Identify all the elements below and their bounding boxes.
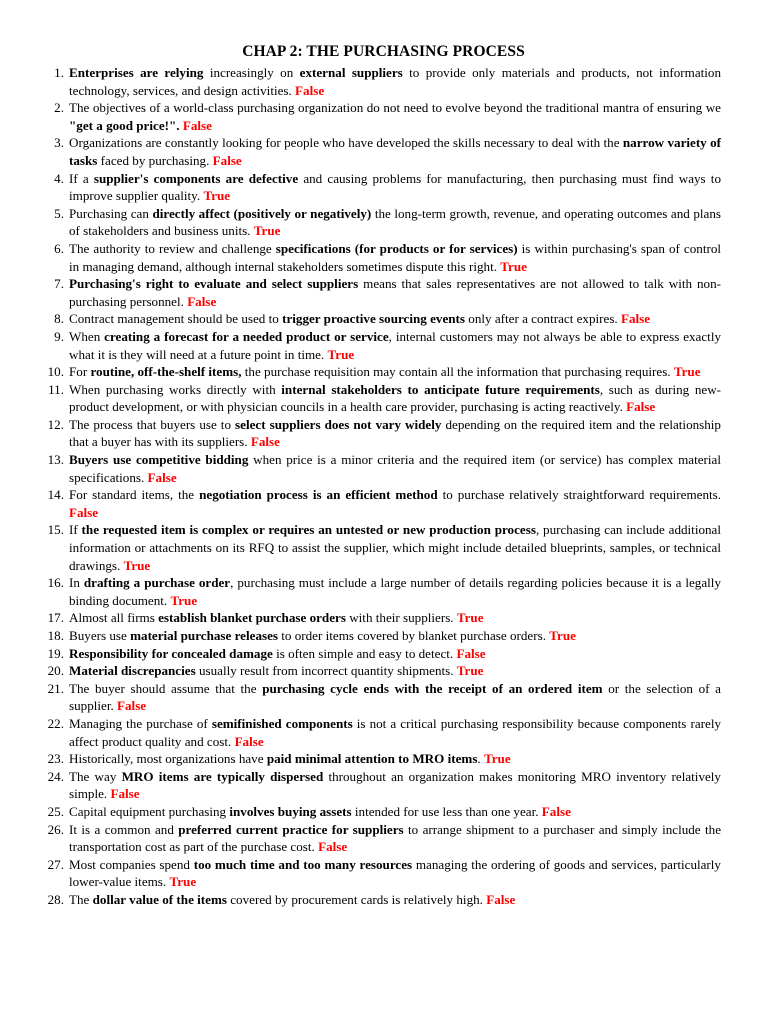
answer-false: False — [456, 645, 486, 661]
list-item — [46, 310, 721, 328]
list-item — [46, 275, 721, 310]
list-item — [46, 205, 721, 240]
statement-text: If a — [69, 170, 94, 186]
item-number: 5. — [54, 205, 64, 221]
statement-text: or the selection of a supplier. — [69, 680, 721, 714]
statement-text: to order items covered by blanket purchase orders. — [278, 628, 550, 643]
bold-text: the requested item is complex or requires an untested or new production process — [81, 522, 536, 538]
statement-text: , purchasing must include a large number of details regarding policies because it is a legally binding document. — [69, 575, 721, 608]
list-item — [46, 856, 721, 891]
bold-text: supplier's components are defective — [93, 170, 299, 186]
bold-text: MRO items are typically dispersed — [121, 768, 324, 784]
list-item — [46, 381, 721, 416]
statement-text: usually result from incorrect quantity shipments. — [195, 663, 457, 679]
bold-text: routine, off-the-shelf items, — [90, 364, 242, 380]
statement-text: Organizations are constantly looking for people who have developed the skills necessary to deal with the — [69, 135, 623, 151]
item-number: 10. — [47, 364, 64, 380]
item-number: 17. — [47, 610, 64, 626]
list-item — [46, 750, 721, 768]
bold-text: drafting a purchase order — [83, 575, 231, 591]
answer-true: True — [327, 346, 355, 362]
statement-text: . — [477, 751, 484, 767]
bold-text: creating a forecast for a needed product or service — [104, 328, 389, 344]
bold-text: internal stakeholders to anticipate future requirements — [281, 381, 600, 397]
answer-true: True — [673, 364, 701, 380]
list-item — [46, 64, 721, 99]
list-item — [46, 416, 721, 451]
statement-text: The process that buyers use to — [69, 416, 236, 432]
bold-text: Responsibility for concealed damage — [69, 645, 273, 661]
answer-false: False — [250, 434, 280, 450]
statement-text: When — [69, 328, 105, 344]
list-item — [46, 768, 721, 803]
answer-true: True — [483, 751, 511, 767]
bold-text: material purchase releases — [130, 628, 278, 643]
bold-text: select suppliers does not vary widely — [235, 416, 442, 432]
bold-text: specifications (for products or for services) — [275, 240, 518, 256]
statement-text: is within purchasing's span of control in managing demand, although internal stakeholders sometimes dispute this right. — [69, 240, 722, 274]
bold-text: Purchasing's right to evaluate and select suppliers — [69, 276, 359, 292]
answer-true: True — [456, 663, 484, 679]
statement-text: managing the ordering of goods and services, particularly lower-value items. — [69, 856, 721, 890]
answer-false: False — [212, 152, 242, 168]
statement-text: For — [69, 364, 91, 380]
bold-text: Buyers use competitive bidding — [69, 452, 249, 468]
bold-text: directly affect (positively or negatively) — [152, 205, 372, 221]
list-item — [46, 645, 721, 663]
bold-text: trigger proactive sourcing events — [282, 311, 466, 327]
statement-text: , internal customers may not always be able to express exactly what it is they will need at a future point in time. — [69, 328, 722, 362]
list-item — [46, 451, 721, 486]
statement-text: and causing problems for manufacturing, then purchasing must find ways to improve supplier quality. — [69, 170, 721, 204]
page-title: CHAP 2: THE PURCHASING PROCESS — [242, 43, 525, 60]
statement-text: to purchase relatively straightforward requirements. — [437, 487, 721, 503]
statement-text: Contract management should be used to — [69, 311, 283, 327]
answer-false: False — [182, 117, 212, 133]
bold-text: preferred current practice for suppliers — [178, 821, 404, 837]
answer-false: False — [69, 504, 99, 520]
answer-true: True — [456, 610, 484, 626]
item-number: 23. — [47, 751, 64, 767]
answer-false: False — [187, 293, 217, 309]
list-item — [46, 662, 721, 680]
statement-text: to provide only materials and products, not information technology, services, and design activities. — [69, 65, 721, 98]
bold-text: negotiation process is an efficient method — [199, 487, 438, 503]
item-number: 21. — [47, 680, 64, 696]
answer-true: True — [203, 188, 231, 204]
list-item — [46, 715, 721, 750]
list-item — [46, 99, 721, 134]
answer-false: False — [486, 891, 516, 907]
statement-text: intended for use less than one year. — [351, 803, 542, 819]
bold-text: too much time and too many resources — [193, 856, 413, 872]
answer-true: True — [169, 874, 197, 890]
statement-text: depending on the required item and the relationship that a buyer has with its suppliers. — [69, 416, 721, 450]
item-number: 3. — [54, 135, 64, 151]
item-number: 25. — [47, 803, 64, 819]
statement-text: the purchase requisition may contain all the information that purchasing requires. — [241, 364, 674, 380]
item-number: 18. — [47, 628, 64, 643]
item-number: 26. — [47, 821, 64, 837]
bold-text: "get a good price!". — [69, 117, 180, 133]
statement-text: For standard items, the — [69, 487, 200, 503]
answer-false: False — [117, 698, 147, 714]
list-item — [46, 170, 721, 205]
question-list — [46, 64, 721, 909]
answer-false: False — [147, 469, 177, 485]
bold-text: paid minimal attention to MRO items — [266, 751, 478, 767]
item-number: 15. — [47, 522, 64, 538]
list-item — [46, 486, 721, 521]
list-item — [46, 891, 721, 909]
statement-text: When purchasing works directly with — [69, 381, 282, 397]
list-item — [46, 240, 721, 275]
statement-text: The way — [69, 768, 122, 784]
answer-false: False — [626, 399, 656, 415]
statement-text: If — [69, 522, 82, 538]
list-item — [46, 328, 721, 363]
item-number: 9. — [54, 328, 64, 344]
statement-text: The objectives of a world-class purchasing organization do not need to evolve beyond the traditional mantra of ensuring we — [69, 100, 721, 116]
item-number: 11. — [48, 381, 64, 397]
statement-text: , purchasing can include additional information or attachments on its RFQ to assist the supplier, which might include detailed blueprints, samples, or technical drawings. — [69, 522, 722, 573]
item-number: 2. — [54, 100, 64, 116]
answer-false: False — [110, 786, 140, 802]
answer-true: True — [549, 628, 576, 643]
list-item — [46, 680, 721, 715]
bold-text: Enterprises are relying — [69, 65, 204, 80]
list-item — [46, 803, 721, 821]
item-number: 27. — [47, 856, 64, 872]
item-number: 7. — [54, 276, 64, 292]
item-number: 13. — [47, 452, 64, 468]
statement-text: covered by procurement cards is relatively high. — [226, 891, 487, 907]
item-number: 16. — [47, 575, 64, 591]
answer-true: True — [253, 223, 281, 239]
bold-text: dollar value of the items — [92, 891, 227, 907]
statement-text: Historically, most organizations have — [69, 751, 267, 767]
statement-text: only after a contract expires. — [465, 311, 621, 327]
item-number: 24. — [47, 768, 64, 784]
statement-text: with their suppliers. — [345, 610, 457, 626]
list-item — [46, 363, 721, 381]
answer-true: True — [500, 258, 527, 274]
statement-text: The buyer should assume that the — [69, 680, 263, 696]
item-number: 28. — [47, 891, 64, 907]
statement-text: to arrange shipment to a purchaser and simply include the transportation cost as part of the purchase cost. — [69, 821, 722, 855]
answer-false: False — [234, 733, 264, 749]
statement-text: is not a critical purchasing responsibility because components rarely affect product quality and cost. — [69, 715, 721, 749]
bold-text: semifinished components — [211, 715, 353, 731]
statement-text: Buyers use — [69, 628, 131, 643]
statement-text: Purchasing can — [69, 205, 153, 221]
bold-text: narrow variety of tasks — [69, 135, 722, 168]
statement-text: Capital equipment purchasing — [69, 803, 230, 819]
list-item — [46, 609, 721, 627]
statement-text: when price is a minor criteria and the required item (or service) has complex material specifications. — [69, 452, 721, 485]
statement-text: faced by purchasing. — [97, 152, 213, 168]
bold-text: involves buying assets — [229, 803, 352, 819]
item-number: 8. — [54, 311, 64, 327]
item-number: 4. — [54, 170, 64, 186]
answer-true: True — [123, 557, 151, 573]
bold-text: purchasing cycle ends with the receipt of an ordered item — [262, 680, 603, 696]
bold-text: establish blanket purchase orders — [158, 610, 346, 626]
statement-text: The — [69, 891, 93, 907]
statement-text: Almost all firms — [69, 610, 159, 626]
statement-text: is often simple and easy to detect. — [272, 645, 457, 661]
statement-text: throughout an organization makes monitoring MRO inventory relatively simple. — [69, 768, 721, 802]
bold-text: Material discrepancies — [69, 663, 196, 679]
item-number: 1. — [54, 65, 64, 80]
item-number: 14. — [47, 487, 64, 503]
item-number: 12. — [47, 416, 64, 432]
answer-false: False — [541, 803, 571, 819]
item-number: 6. — [54, 240, 64, 256]
statement-text: , such as during new-product development, or with physician councils in a health care provider, purchasing is acting reactively. — [69, 381, 722, 415]
list-item — [46, 521, 721, 574]
statement-text: In — [69, 575, 84, 591]
answer-true: True — [170, 592, 198, 608]
list-item — [46, 821, 721, 856]
list-item — [46, 134, 721, 169]
item-number: 22. — [47, 715, 64, 731]
list-item — [46, 627, 721, 645]
item-number: 19. — [47, 645, 64, 661]
bold-text: external suppliers — [299, 65, 403, 80]
statement-text: increasingly on — [203, 65, 300, 80]
statement-text: Most companies spend — [69, 856, 194, 872]
item-number: 20. — [47, 663, 64, 679]
answer-false: False — [295, 82, 325, 98]
statement-text: The authority to review and challenge — [69, 240, 276, 256]
answer-false: False — [620, 311, 651, 327]
statement-text: Managing the purchase of — [69, 715, 212, 731]
answer-false: False — [318, 839, 348, 855]
statement-text: the long-term growth, revenue, and operating outcomes and plans of stakeholders and business units. — [69, 205, 722, 239]
statement-text: It is a common and — [69, 821, 179, 837]
statement-text: means that sales representatives are not allowed to talk with non-purchasing personnel. — [69, 276, 721, 309]
list-item — [46, 574, 721, 609]
